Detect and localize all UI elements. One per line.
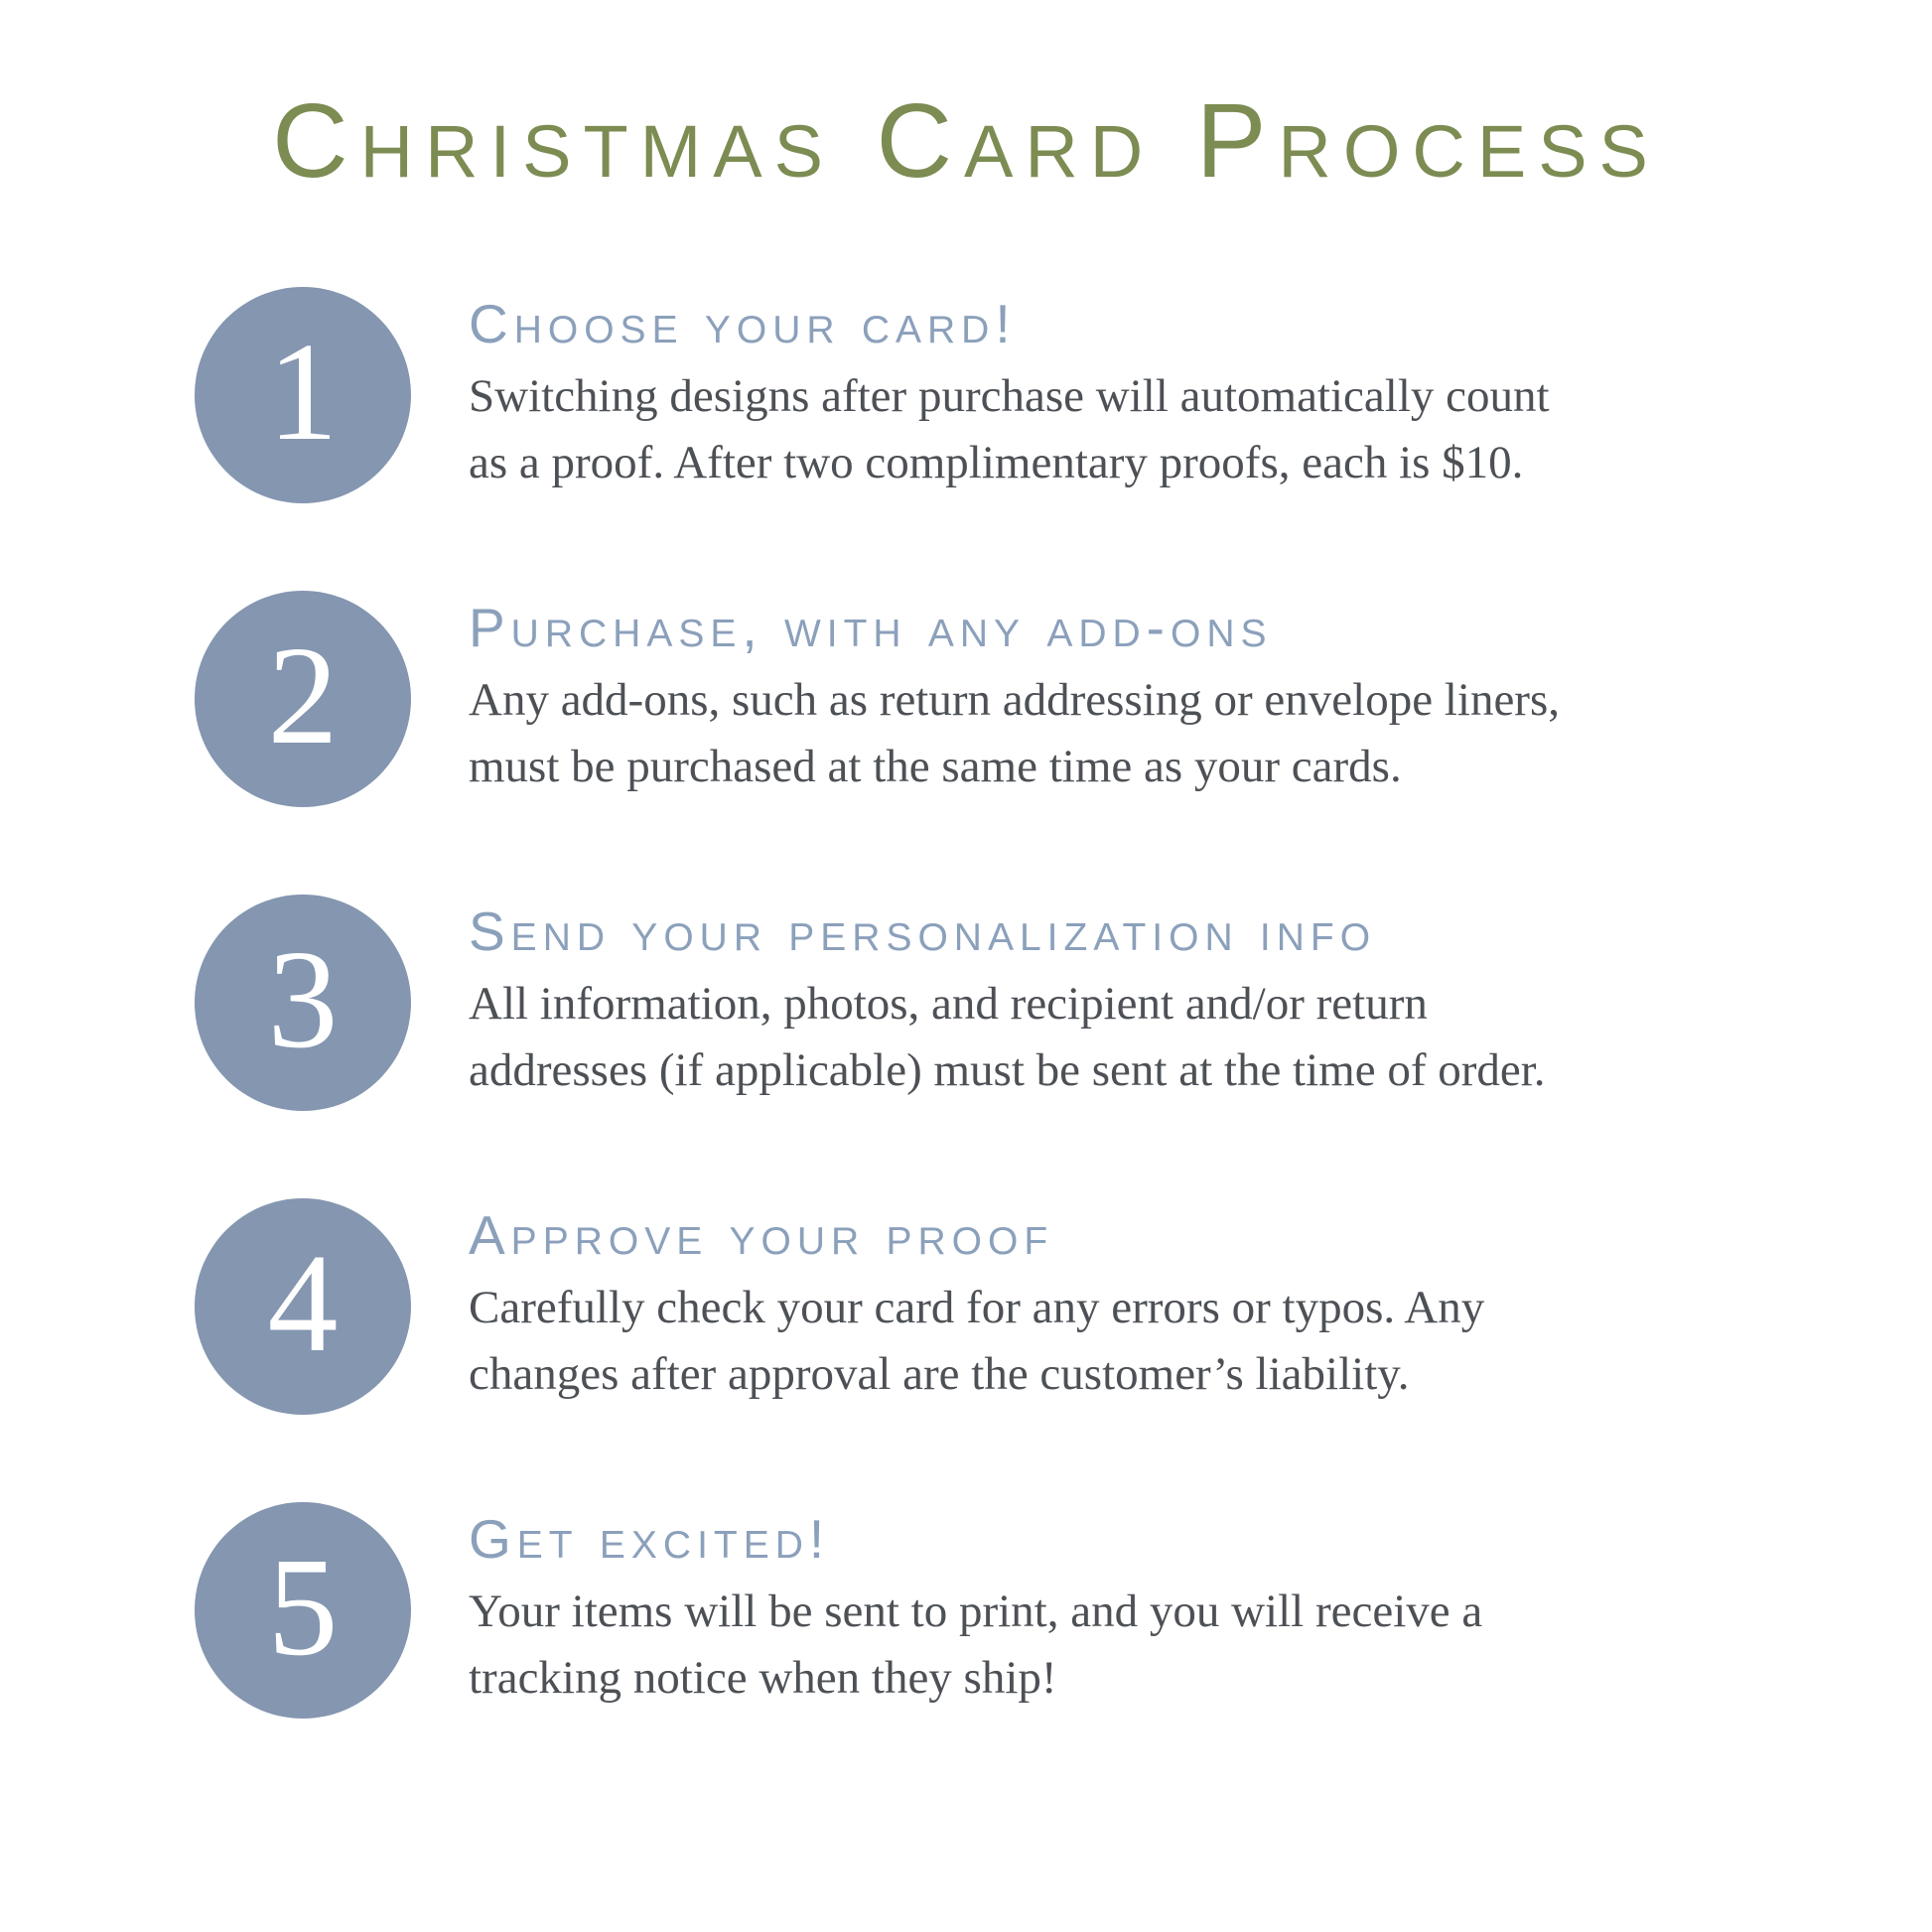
step-3-number: 3 xyxy=(267,919,339,1077)
step-2-heading: Purchase, with any add-ons xyxy=(469,597,1273,659)
step-3-body-line: All information, photos, and recipient and/or return xyxy=(469,978,1428,1031)
step-4-body-line: changes after approval are the customer’s liability. xyxy=(469,1348,1410,1401)
step-4-body-line: Carefully check your card for any errors or typos. Any xyxy=(469,1282,1485,1334)
step-5-body-line: tracking notice when they ship! xyxy=(469,1652,1057,1705)
step-5-heading: Get excited! xyxy=(469,1508,831,1571)
step-5-body-line: Your items will be sent to print, and you will receive a xyxy=(469,1586,1483,1638)
step-4-number-circle xyxy=(195,1198,411,1415)
step-1-heading: Choose your card! xyxy=(469,293,1017,355)
step-1-number-circle xyxy=(195,287,411,503)
step-4-heading: Approve your proof xyxy=(469,1204,1054,1267)
step-row-2 xyxy=(195,591,1932,807)
step-2-body-line: Any add-ons, such as return addressing or envelope liners, xyxy=(469,674,1560,727)
step-3-number-circle xyxy=(195,895,411,1111)
step-3-heading: Send your personalization info xyxy=(469,900,1377,963)
step-2-number: 2 xyxy=(267,616,339,773)
step-3-text xyxy=(469,900,1546,1104)
page-title: Christmas Card Process xyxy=(272,82,1660,200)
step-5-number-circle xyxy=(195,1502,411,1719)
step-3-body-line: addresses (if applicable) must be sent at the time of order. xyxy=(469,1044,1546,1097)
step-1-text xyxy=(469,293,1550,496)
step-5-text xyxy=(469,1508,1482,1712)
step-1-body-line: Switching designs after purchase will automatically count xyxy=(469,370,1550,423)
step-2-number-circle xyxy=(195,591,411,807)
step-4-number: 4 xyxy=(267,1223,339,1381)
step-row-3 xyxy=(195,895,1932,1111)
step-1-body-line: as a proof. After two complimentary proofs, each is $10. xyxy=(469,437,1524,489)
step-5-number: 5 xyxy=(267,1527,339,1685)
step-1-number: 1 xyxy=(267,312,339,470)
step-2-body-line: must be purchased at the same time as your cards. xyxy=(469,741,1402,793)
step-row-1 xyxy=(195,287,1932,503)
step-row-4 xyxy=(195,1198,1932,1415)
step-2-text xyxy=(469,597,1560,800)
step-4-text xyxy=(469,1204,1484,1408)
steps-list xyxy=(195,287,1932,1719)
step-row-5 xyxy=(195,1502,1932,1719)
